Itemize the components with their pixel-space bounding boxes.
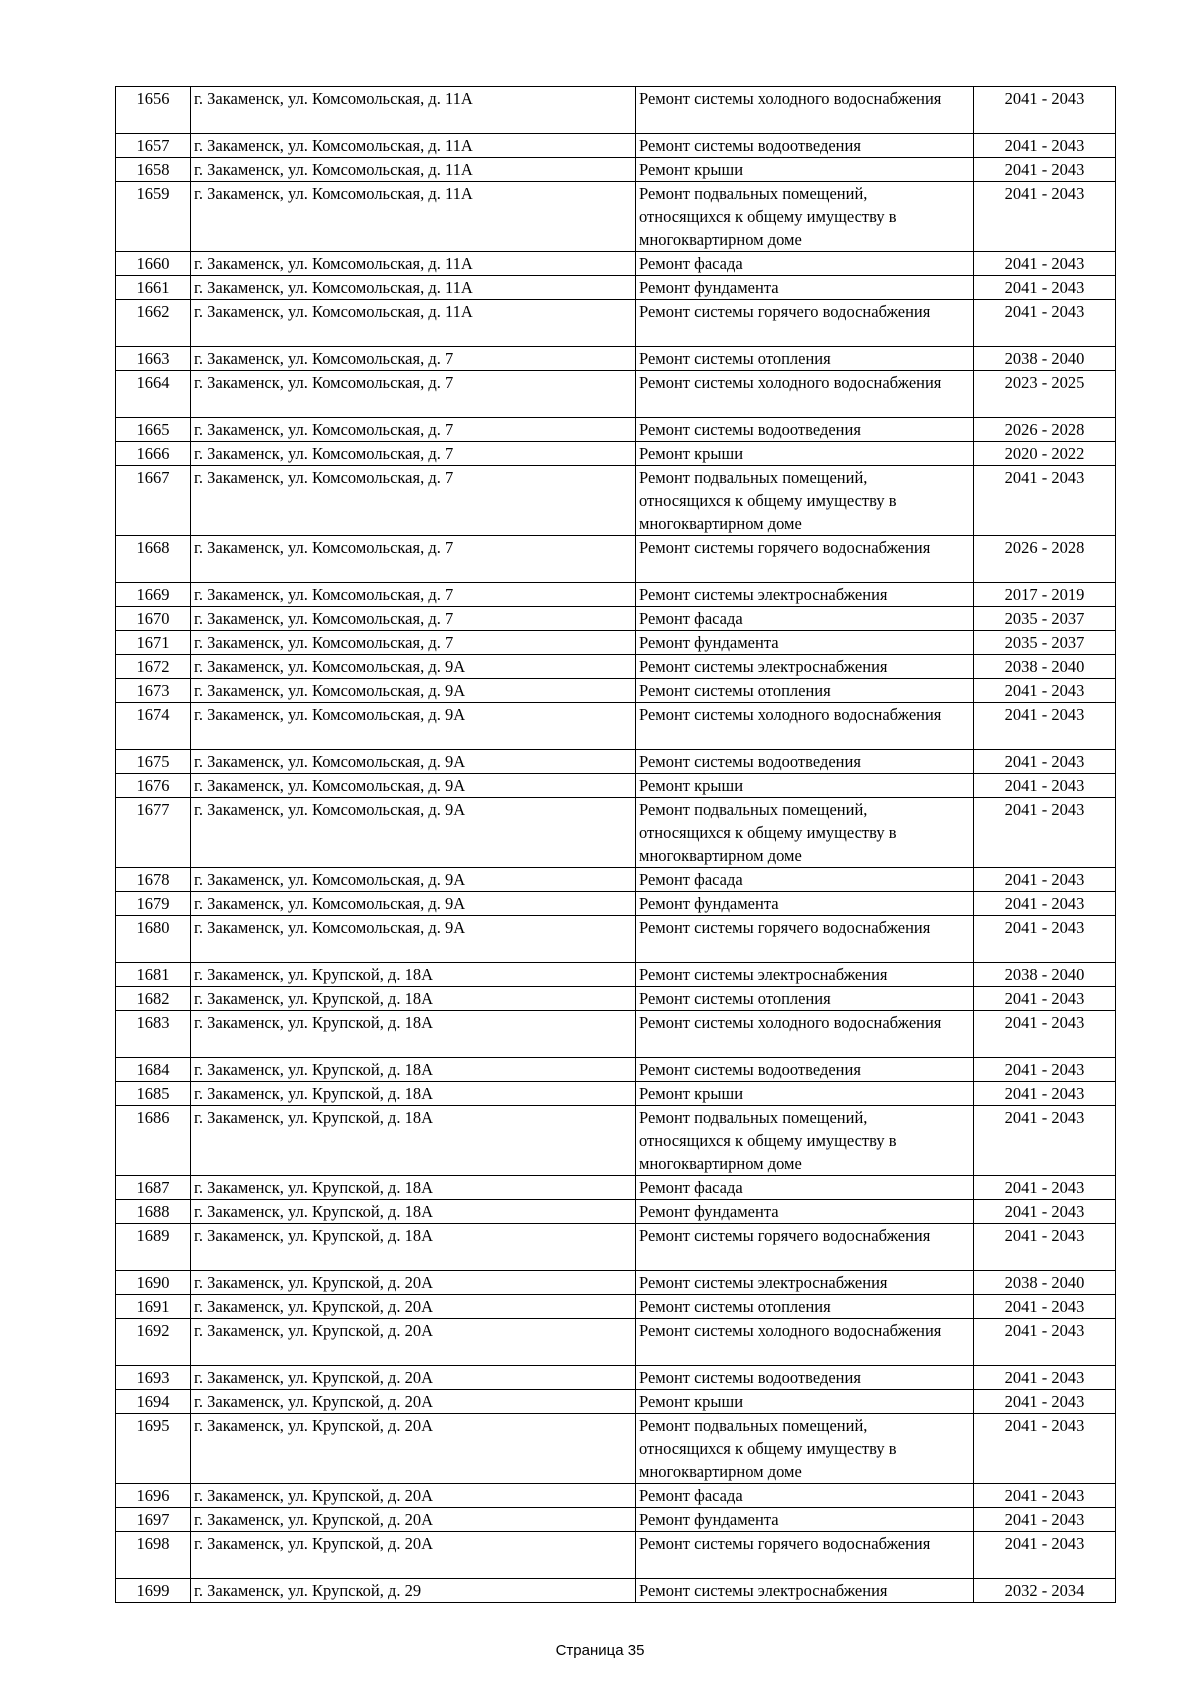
table-row	[116, 631, 1116, 655]
row-number-cell: 1691	[116, 1295, 191, 1319]
years-cell: 2041 - 2043	[974, 1176, 1116, 1200]
work-type-cell	[636, 607, 974, 631]
work-type-line: Ремонт фасада	[639, 1486, 743, 1505]
address-cell: г. Закаменск, ул. Крупской, д. 20А	[191, 1390, 636, 1414]
work-type-line: Ремонт системы водоотведения	[639, 1368, 861, 1387]
work-type-cell	[636, 1058, 974, 1082]
row-number-cell: 1695	[116, 1414, 191, 1484]
work-type-cell	[636, 442, 974, 466]
years-cell: 2038 - 2040	[974, 963, 1116, 987]
table-row	[116, 182, 1116, 252]
address-cell: г. Закаменск, ул. Крупской, д. 20А	[191, 1414, 636, 1484]
work-type-line: Ремонт фасада	[639, 254, 743, 273]
row-number-cell: 1658	[116, 158, 191, 182]
address-cell: г. Закаменск, ул. Комсомольская, д. 9А	[191, 655, 636, 679]
table-row	[116, 892, 1116, 916]
work-type-cell	[636, 679, 974, 703]
work-type-cell	[636, 892, 974, 916]
work-type-line: Ремонт системы горячего водоснабжения	[639, 302, 931, 321]
years-cell: 2041 - 2043	[974, 158, 1116, 182]
work-type-line: Ремонт системы водоотведения	[639, 136, 861, 155]
table-row	[116, 442, 1116, 466]
row-number-cell: 1681	[116, 963, 191, 987]
table-row	[116, 1390, 1116, 1414]
work-type-line: Ремонт фундамента	[639, 894, 779, 913]
row-number-cell: 1675	[116, 750, 191, 774]
work-type-line: Ремонт крыши	[639, 1084, 744, 1103]
years-cell: 2038 - 2040	[974, 1271, 1116, 1295]
address-cell: г. Закаменск, ул. Крупской, д. 18А	[191, 1082, 636, 1106]
years-cell: 2041 - 2043	[974, 916, 1116, 963]
work-type-line: Ремонт фундамента	[639, 278, 779, 297]
work-type-line: Ремонт крыши	[639, 1392, 744, 1411]
table-row	[116, 1508, 1116, 1532]
row-number-cell: 1657	[116, 134, 191, 158]
table-row	[116, 1319, 1116, 1366]
table-row	[116, 1414, 1116, 1484]
years-cell: 2017 - 2019	[974, 583, 1116, 607]
address-cell: г. Закаменск, ул. Крупской, д. 20А	[191, 1484, 636, 1508]
work-type-line: Ремонт системы отопления	[639, 989, 831, 1008]
address-cell: г. Закаменск, ул. Крупской, д. 20А	[191, 1319, 636, 1366]
work-type-line: Ремонт системы холодного водоснабжения	[639, 373, 942, 392]
address-cell: г. Закаменск, ул. Крупской, д. 20А	[191, 1366, 636, 1390]
years-cell: 2041 - 2043	[974, 300, 1116, 347]
address-cell: г. Закаменск, ул. Крупской, д. 20А	[191, 1508, 636, 1532]
row-number-cell: 1662	[116, 300, 191, 347]
row-number-cell: 1660	[116, 252, 191, 276]
table-row	[116, 300, 1116, 347]
work-type-line: Ремонт системы отопления	[639, 349, 831, 368]
work-type-line: Ремонт фасада	[639, 1178, 743, 1197]
table-row	[116, 1579, 1116, 1603]
table-row	[116, 418, 1116, 442]
address-cell: г. Закаменск, ул. Крупской, д. 18А	[191, 1200, 636, 1224]
years-cell: 2032 - 2034	[974, 1579, 1116, 1603]
work-type-cell	[636, 252, 974, 276]
work-type-line: относящихся к общему имуществу в	[639, 207, 897, 226]
work-type-cell	[636, 158, 974, 182]
years-cell: 2041 - 2043	[974, 1200, 1116, 1224]
table-row	[116, 371, 1116, 418]
work-type-cell	[636, 1484, 974, 1508]
work-type-line: многоквартирном доме	[639, 230, 802, 249]
years-cell: 2041 - 2043	[974, 1390, 1116, 1414]
table-row	[116, 607, 1116, 631]
row-number-cell: 1659	[116, 182, 191, 252]
address-cell: г. Закаменск, ул. Комсомольская, д. 9А	[191, 892, 636, 916]
address-cell: г. Закаменск, ул. Крупской, д. 29	[191, 1579, 636, 1603]
address-cell: г. Закаменск, ул. Комсомольская, д. 7	[191, 631, 636, 655]
address-cell: г. Закаменск, ул. Крупской, д. 18А	[191, 987, 636, 1011]
work-type-cell	[636, 868, 974, 892]
work-type-line: многоквартирном доме	[639, 1154, 802, 1173]
row-number-cell: 1679	[116, 892, 191, 916]
row-number-cell: 1688	[116, 1200, 191, 1224]
work-type-cell	[636, 1532, 974, 1579]
table-row	[116, 1011, 1116, 1058]
years-cell: 2023 - 2025	[974, 371, 1116, 418]
work-type-cell	[636, 583, 974, 607]
row-number-cell: 1673	[116, 679, 191, 703]
years-cell: 2026 - 2028	[974, 536, 1116, 583]
row-number-cell: 1686	[116, 1106, 191, 1176]
row-number-cell: 1669	[116, 583, 191, 607]
years-cell: 2041 - 2043	[974, 1011, 1116, 1058]
years-cell: 2041 - 2043	[974, 1414, 1116, 1484]
row-number-cell: 1674	[116, 703, 191, 750]
years-cell: 2041 - 2043	[974, 750, 1116, 774]
table-row	[116, 1200, 1116, 1224]
work-type-line: Ремонт фасада	[639, 870, 743, 889]
row-number-cell: 1698	[116, 1532, 191, 1579]
work-type-cell	[636, 1366, 974, 1390]
row-number-cell: 1687	[116, 1176, 191, 1200]
work-type-line: Ремонт фундамента	[639, 1510, 779, 1529]
address-cell: г. Закаменск, ул. Крупской, д. 20А	[191, 1532, 636, 1579]
work-type-cell	[636, 1011, 974, 1058]
address-cell: г. Закаменск, ул. Комсомольская, д. 11А	[191, 134, 636, 158]
work-type-line: Ремонт системы горячего водоснабжения	[639, 1534, 931, 1553]
work-type-line: Ремонт системы электроснабжения	[639, 657, 888, 676]
address-cell: г. Закаменск, ул. Комсомольская, д. 9А	[191, 868, 636, 892]
table-row	[116, 134, 1116, 158]
work-type-cell	[636, 987, 974, 1011]
row-number-cell: 1683	[116, 1011, 191, 1058]
work-type-cell	[636, 750, 974, 774]
work-type-line: Ремонт системы отопления	[639, 681, 831, 700]
work-type-cell	[636, 276, 974, 300]
table-row	[116, 1106, 1116, 1176]
work-type-line: многоквартирном доме	[639, 514, 802, 533]
row-number-cell: 1671	[116, 631, 191, 655]
table-row	[116, 679, 1116, 703]
row-number-cell: 1696	[116, 1484, 191, 1508]
address-cell: г. Закаменск, ул. Комсомольская, д. 9А	[191, 774, 636, 798]
address-cell: г. Закаменск, ул. Комсомольская, д. 7	[191, 536, 636, 583]
work-type-cell	[636, 1271, 974, 1295]
address-cell: г. Закаменск, ул. Комсомольская, д. 11А	[191, 276, 636, 300]
table-row	[116, 583, 1116, 607]
work-type-cell	[636, 1414, 974, 1484]
years-cell: 2041 - 2043	[974, 1106, 1116, 1176]
row-number-cell: 1668	[116, 536, 191, 583]
years-cell: 2035 - 2037	[974, 607, 1116, 631]
work-type-line: Ремонт системы водоотведения	[639, 752, 861, 771]
years-cell: 2041 - 2043	[974, 1082, 1116, 1106]
work-type-cell	[636, 347, 974, 371]
row-number-cell: 1664	[116, 371, 191, 418]
work-type-line: Ремонт системы горячего водоснабжения	[639, 1226, 931, 1245]
table-row	[116, 252, 1116, 276]
work-type-cell	[636, 1200, 974, 1224]
repair-schedule-table	[115, 86, 1116, 1603]
work-type-line: Ремонт системы электроснабжения	[639, 1581, 888, 1600]
years-cell: 2041 - 2043	[974, 1295, 1116, 1319]
table-row	[116, 1295, 1116, 1319]
work-type-line: Ремонт подвальных помещений,	[639, 184, 868, 203]
row-number-cell: 1692	[116, 1319, 191, 1366]
work-type-cell	[636, 87, 974, 134]
row-number-cell: 1670	[116, 607, 191, 631]
address-cell: г. Закаменск, ул. Комсомольская, д. 11А	[191, 158, 636, 182]
address-cell: г. Закаменск, ул. Комсомольская, д. 7	[191, 418, 636, 442]
years-cell: 2041 - 2043	[974, 679, 1116, 703]
years-cell: 2041 - 2043	[974, 1508, 1116, 1532]
address-cell: г. Закаменск, ул. Комсомольская, д. 9А	[191, 798, 636, 868]
work-type-cell	[636, 1106, 974, 1176]
table-row	[116, 1271, 1116, 1295]
row-number-cell: 1685	[116, 1082, 191, 1106]
table-row	[116, 536, 1116, 583]
address-cell: г. Закаменск, ул. Комсомольская, д. 7	[191, 466, 636, 536]
years-cell: 2026 - 2028	[974, 418, 1116, 442]
work-type-cell	[636, 418, 974, 442]
row-number-cell: 1693	[116, 1366, 191, 1390]
address-cell: г. Закаменск, ул. Комсомольская, д. 9А	[191, 916, 636, 963]
address-cell: г. Закаменск, ул. Комсомольская, д. 11А	[191, 300, 636, 347]
years-cell: 2041 - 2043	[974, 182, 1116, 252]
row-number-cell: 1665	[116, 418, 191, 442]
work-type-cell	[636, 300, 974, 347]
work-type-line: Ремонт подвальных помещений,	[639, 1416, 868, 1435]
work-type-line: Ремонт фундамента	[639, 633, 779, 652]
address-cell: г. Закаменск, ул. Комсомольская, д. 11А	[191, 252, 636, 276]
table-row	[116, 1366, 1116, 1390]
years-cell: 2041 - 2043	[974, 892, 1116, 916]
years-cell: 2038 - 2040	[974, 655, 1116, 679]
work-type-line: Ремонт системы электроснабжения	[639, 965, 888, 984]
row-number-cell: 1663	[116, 347, 191, 371]
work-type-line: Ремонт системы водоотведения	[639, 420, 861, 439]
work-type-cell	[636, 1579, 974, 1603]
work-type-line: Ремонт системы холодного водоснабжения	[639, 705, 942, 724]
work-type-line: многоквартирном доме	[639, 1462, 802, 1481]
address-cell: г. Закаменск, ул. Крупской, д. 18А	[191, 963, 636, 987]
years-cell: 2041 - 2043	[974, 987, 1116, 1011]
address-cell: г. Закаменск, ул. Комсомольская, д. 7	[191, 347, 636, 371]
row-number-cell: 1677	[116, 798, 191, 868]
address-cell: г. Закаменск, ул. Крупской, д. 18А	[191, 1011, 636, 1058]
work-type-cell	[636, 182, 974, 252]
page-number: Страница 35	[555, 1642, 645, 1659]
work-type-cell	[636, 1319, 974, 1366]
work-type-line: Ремонт системы холодного водоснабжения	[639, 1321, 942, 1340]
work-type-cell	[636, 371, 974, 418]
work-type-line: Ремонт системы электроснабжения	[639, 1273, 888, 1292]
row-number-cell: 1678	[116, 868, 191, 892]
work-type-line: Ремонт крыши	[639, 776, 744, 795]
work-type-line: Ремонт системы горячего водоснабжения	[639, 538, 931, 557]
work-type-line: Ремонт крыши	[639, 160, 744, 179]
table-row	[116, 703, 1116, 750]
work-type-line: Ремонт системы водоотведения	[639, 1060, 861, 1079]
work-type-cell	[636, 134, 974, 158]
work-type-line: Ремонт подвальных помещений,	[639, 468, 868, 487]
years-cell: 2041 - 2043	[974, 1532, 1116, 1579]
table-row	[116, 987, 1116, 1011]
work-type-line: Ремонт системы отопления	[639, 1297, 831, 1316]
table-row	[116, 276, 1116, 300]
row-number-cell: 1682	[116, 987, 191, 1011]
work-type-line: Ремонт системы горячего водоснабжения	[639, 918, 931, 937]
row-number-cell: 1661	[116, 276, 191, 300]
work-type-cell	[636, 963, 974, 987]
row-number-cell: 1680	[116, 916, 191, 963]
work-type-cell	[636, 466, 974, 536]
work-type-cell	[636, 1082, 974, 1106]
work-type-line: Ремонт подвальных помещений,	[639, 800, 868, 819]
row-number-cell: 1656	[116, 87, 191, 134]
table-row	[116, 1484, 1116, 1508]
address-cell: г. Закаменск, ул. Комсомольская, д. 11А	[191, 182, 636, 252]
years-cell: 2041 - 2043	[974, 774, 1116, 798]
years-cell: 2041 - 2043	[974, 134, 1116, 158]
work-type-cell	[636, 1295, 974, 1319]
address-cell: г. Закаменск, ул. Крупской, д. 20А	[191, 1295, 636, 1319]
work-type-line: Ремонт системы электроснабжения	[639, 585, 888, 604]
work-type-line: Ремонт фасада	[639, 609, 743, 628]
row-number-cell: 1684	[116, 1058, 191, 1082]
work-type-line: относящихся к общему имуществу в	[639, 491, 897, 510]
years-cell: 2020 - 2022	[974, 442, 1116, 466]
address-cell: г. Закаменск, ул. Крупской, д. 20А	[191, 1271, 636, 1295]
table-row	[116, 87, 1116, 134]
table-row	[116, 1532, 1116, 1579]
table-row	[116, 347, 1116, 371]
work-type-cell	[636, 1224, 974, 1271]
row-number-cell: 1689	[116, 1224, 191, 1271]
years-cell: 2041 - 2043	[974, 1484, 1116, 1508]
address-cell: г. Закаменск, ул. Комсомольская, д. 11А	[191, 87, 636, 134]
work-type-cell	[636, 536, 974, 583]
table-row	[116, 750, 1116, 774]
years-cell: 2041 - 2043	[974, 466, 1116, 536]
address-cell: г. Закаменск, ул. Крупской, д. 18А	[191, 1224, 636, 1271]
address-cell: г. Закаменск, ул. Комсомольская, д. 9А	[191, 703, 636, 750]
years-cell: 2041 - 2043	[974, 703, 1116, 750]
years-cell: 2041 - 2043	[974, 87, 1116, 134]
table-row	[116, 798, 1116, 868]
work-type-cell	[636, 703, 974, 750]
years-cell: 2041 - 2043	[974, 276, 1116, 300]
work-type-cell	[636, 1390, 974, 1414]
work-type-line: относящихся к общему имуществу в	[639, 1439, 897, 1458]
table-row	[116, 1082, 1116, 1106]
work-type-line: Ремонт системы холодного водоснабжения	[639, 1013, 942, 1032]
table-row	[116, 1058, 1116, 1082]
address-cell: г. Закаменск, ул. Комсомольская, д. 7	[191, 371, 636, 418]
row-number-cell: 1697	[116, 1508, 191, 1532]
address-cell: г. Закаменск, ул. Комсомольская, д. 7	[191, 442, 636, 466]
years-cell: 2041 - 2043	[974, 868, 1116, 892]
work-type-cell	[636, 916, 974, 963]
work-type-cell	[636, 655, 974, 679]
years-cell: 2038 - 2040	[974, 347, 1116, 371]
row-number-cell: 1690	[116, 1271, 191, 1295]
years-cell: 2041 - 2043	[974, 252, 1116, 276]
address-cell: г. Закаменск, ул. Крупской, д. 18А	[191, 1176, 636, 1200]
work-type-line: Ремонт подвальных помещений,	[639, 1108, 868, 1127]
work-type-cell	[636, 631, 974, 655]
work-type-line: относящихся к общему имуществу в	[639, 823, 897, 842]
work-type-cell	[636, 1176, 974, 1200]
years-cell: 2035 - 2037	[974, 631, 1116, 655]
table-row	[116, 466, 1116, 536]
row-number-cell: 1699	[116, 1579, 191, 1603]
table-row	[116, 158, 1116, 182]
row-number-cell: 1666	[116, 442, 191, 466]
address-cell: г. Закаменск, ул. Комсомольская, д. 9А	[191, 679, 636, 703]
work-type-line: Ремонт крыши	[639, 444, 744, 463]
table-row	[116, 916, 1116, 963]
work-type-line: Ремонт фундамента	[639, 1202, 779, 1221]
work-type-line: Ремонт системы холодного водоснабжения	[639, 89, 942, 108]
row-number-cell: 1694	[116, 1390, 191, 1414]
work-type-line: относящихся к общему имуществу в	[639, 1131, 897, 1150]
table-row	[116, 963, 1116, 987]
address-cell: г. Закаменск, ул. Комсомольская, д. 7	[191, 607, 636, 631]
years-cell: 2041 - 2043	[974, 1058, 1116, 1082]
table-row	[116, 1176, 1116, 1200]
work-type-line: многоквартирном доме	[639, 846, 802, 865]
years-cell: 2041 - 2043	[974, 798, 1116, 868]
years-cell: 2041 - 2043	[974, 1366, 1116, 1390]
address-cell: г. Закаменск, ул. Комсомольская, д. 9А	[191, 750, 636, 774]
table-body	[116, 87, 1116, 1603]
years-cell: 2041 - 2043	[974, 1224, 1116, 1271]
work-type-cell	[636, 798, 974, 868]
row-number-cell: 1676	[116, 774, 191, 798]
table-row	[116, 868, 1116, 892]
row-number-cell: 1667	[116, 466, 191, 536]
address-cell: г. Закаменск, ул. Комсомольская, д. 7	[191, 583, 636, 607]
table-row	[116, 1224, 1116, 1271]
work-type-cell	[636, 774, 974, 798]
years-cell: 2041 - 2043	[974, 1319, 1116, 1366]
table-row	[116, 655, 1116, 679]
work-type-cell	[636, 1508, 974, 1532]
table-row	[116, 774, 1116, 798]
address-cell: г. Закаменск, ул. Крупской, д. 18А	[191, 1106, 636, 1176]
row-number-cell: 1672	[116, 655, 191, 679]
address-cell: г. Закаменск, ул. Крупской, д. 18А	[191, 1058, 636, 1082]
